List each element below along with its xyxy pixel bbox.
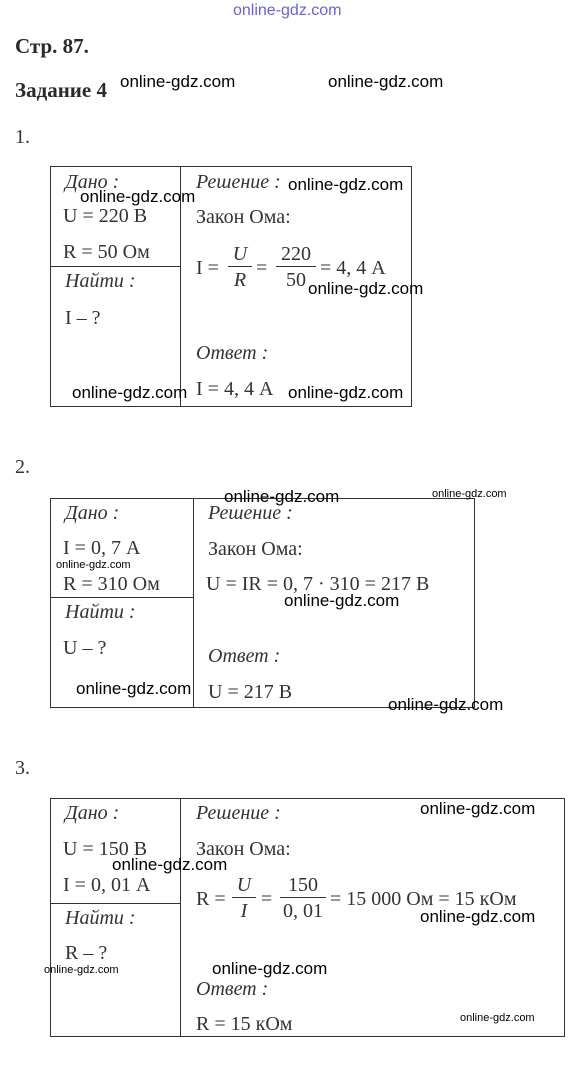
problem-number: 1. — [15, 126, 30, 148]
given-current: I = 0, 01 А — [63, 874, 151, 896]
watermark: online-gdz.com — [76, 679, 192, 698]
fraction-numerator: 220 — [276, 242, 316, 267]
given-current: I = 0, 7 А — [63, 537, 141, 559]
fraction-numerator: U — [232, 873, 256, 898]
watermark: online-gdz.com — [388, 695, 504, 714]
find-value: U – ? — [63, 637, 107, 659]
formula-lhs: I = — [196, 257, 219, 279]
fraction-numerator: U — [228, 242, 252, 267]
find-value: I – ? — [65, 307, 101, 329]
fraction-denominator: 50 — [286, 269, 306, 291]
answer-value: R = 15 кОм — [196, 1013, 293, 1035]
watermark: online-gdz.com — [120, 72, 236, 91]
watermark: online-gdz.com — [308, 279, 424, 298]
law-label: Закон Ома: — [196, 206, 291, 228]
law-label: Закон Ома: — [208, 538, 303, 560]
watermark: online-gdz.com — [460, 1012, 535, 1024]
column-divider — [180, 798, 181, 1037]
watermark: online-gdz.com — [72, 383, 188, 402]
watermark: online-gdz.com — [288, 175, 404, 194]
watermark: online-gdz.com — [420, 907, 536, 926]
task-title: Задание 4 — [15, 78, 107, 102]
law-label: Закон Ома: — [196, 838, 291, 860]
watermark: online-gdz.com — [80, 187, 196, 206]
watermark: online-gdz.com — [432, 488, 507, 500]
find-label: Найти : — [65, 601, 136, 623]
solution-label: Решение : — [208, 502, 293, 524]
watermark: online-gdz.com — [112, 855, 228, 874]
answer-label: Ответ : — [196, 978, 269, 1000]
given-label: Дано : — [65, 502, 120, 524]
answer-label: Ответ : — [196, 342, 269, 364]
formula: U = IR = 0, 7 · 310 = 217 В — [206, 573, 430, 595]
solution-label: Решение : — [196, 802, 281, 824]
answer-label: Ответ : — [208, 645, 281, 667]
watermark: online-gdz.com — [224, 487, 340, 506]
watermark: online-gdz.com — [420, 799, 536, 818]
watermark: online-gdz.com — [56, 559, 131, 571]
given-label: Дано : — [65, 802, 120, 824]
given-voltage: U = 220 В — [63, 205, 148, 227]
fraction-denominator: 0, 01 — [283, 900, 323, 922]
equals-sign: = — [256, 257, 268, 279]
watermark: online-gdz.com — [212, 959, 328, 978]
answer-value: I = 4, 4 А — [196, 378, 274, 400]
row-divider — [50, 903, 181, 904]
formula-lhs: R = — [196, 888, 226, 910]
given-label: Дано : — [65, 171, 120, 193]
find-label: Найти : — [65, 907, 136, 929]
given-voltage: U = 150 В — [63, 838, 148, 860]
fraction-u-over-i — [232, 873, 256, 924]
given-resistance: R = 310 Ом — [63, 573, 160, 595]
watermark: online-gdz.com — [328, 72, 444, 91]
equals-sign: = — [261, 888, 273, 910]
given-resistance: R = 50 Ом — [63, 241, 150, 263]
solution-label: Решение : — [196, 171, 281, 193]
row-divider — [50, 266, 181, 267]
problem-number: 2. — [15, 456, 30, 478]
row-divider — [50, 597, 194, 598]
formula-result: = 15 000 Ом = 15 кОм — [330, 888, 517, 910]
watermark: online-gdz.com — [233, 2, 342, 19]
fraction-denominator: I — [240, 900, 248, 922]
problem-number: 3. — [15, 757, 30, 779]
page-title: Стр. 87. — [15, 34, 89, 58]
answer-value: U = 217 В — [208, 681, 293, 703]
formula-result: = 4, 4 А — [320, 257, 386, 279]
fraction-numerator: 150 — [280, 873, 326, 898]
column-divider — [193, 498, 194, 708]
find-label: Найти : — [65, 270, 136, 292]
fraction-values — [280, 873, 326, 924]
fraction-u-over-r — [228, 242, 252, 293]
watermark: online-gdz.com — [288, 383, 404, 402]
find-value: R – ? — [65, 942, 108, 964]
watermark: online-gdz.com — [284, 591, 400, 610]
fraction-denominator: R — [233, 269, 247, 291]
watermark: online-gdz.com — [44, 964, 119, 976]
